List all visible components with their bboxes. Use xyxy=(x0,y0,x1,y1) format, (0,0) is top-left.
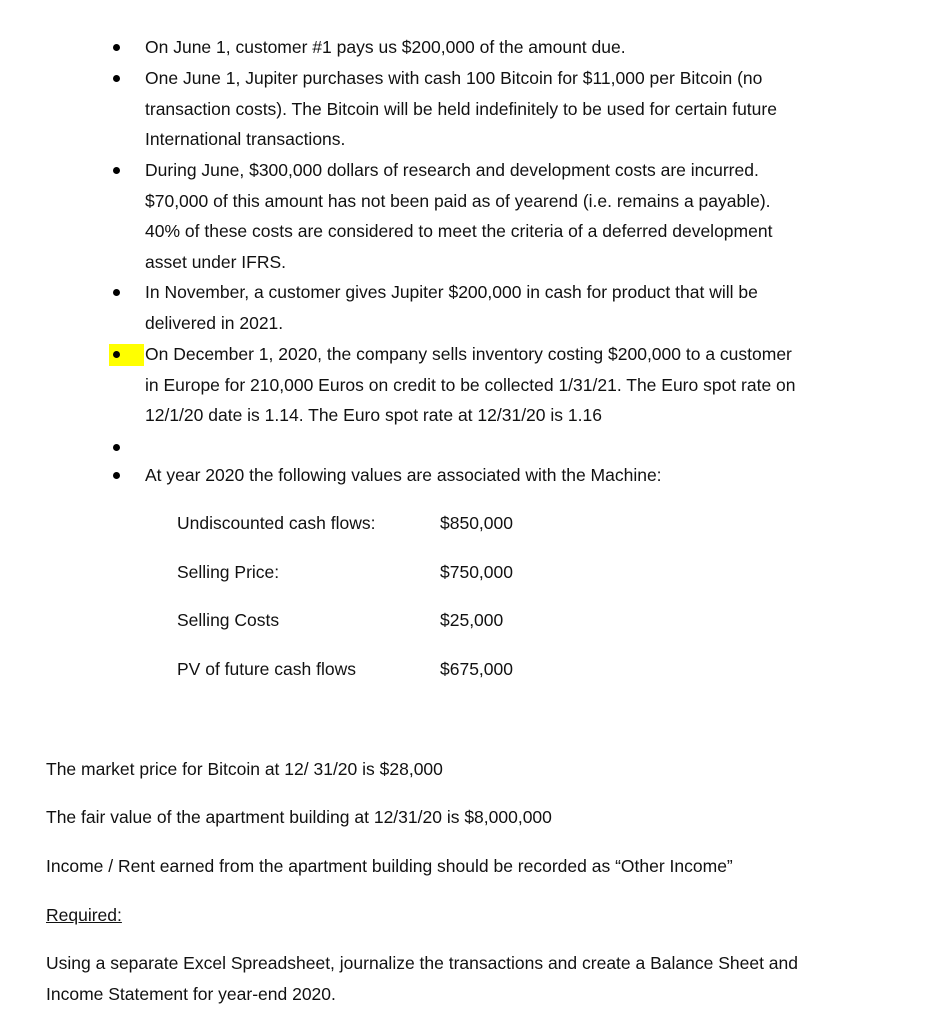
instruction-line: Income Statement for year-end 2020. xyxy=(46,983,336,1004)
required-heading: Required: xyxy=(46,905,122,925)
bullet-line: in Europe for 210,000 Euros on credit to be collected 1/31/21. The Euro spot rate on xyxy=(145,374,796,395)
row-label: Undiscounted cash flows: xyxy=(177,513,376,533)
bullet-line: International transactions. xyxy=(145,129,346,150)
bullet-text xyxy=(145,63,915,155)
bullet-text xyxy=(145,460,915,491)
bullet-dot-icon xyxy=(113,472,120,479)
bullet-dot-icon xyxy=(113,75,120,82)
bullet-line: 12/1/20 date is 1.14. The Euro spot rate at 12/31/20 is 1.16 xyxy=(145,405,602,426)
bullet-line: 40% of these costs are considered to meet the criteria of a deferred development xyxy=(145,221,773,242)
instruction-line: Using a separate Excel Spreadsheet, journalize the transactions and create a Balance Sheet and xyxy=(46,953,799,973)
row-label: Selling Price: xyxy=(177,562,280,582)
row-value: $675,000 xyxy=(440,659,513,679)
bullet-text xyxy=(145,155,915,278)
table-row xyxy=(0,513,931,543)
row-label: PV of future cash flows xyxy=(177,659,356,679)
bullet-line: On June 1, customer #1 pays us $200,000 of the amount due. xyxy=(145,37,626,57)
table-row xyxy=(0,610,931,640)
bullet-text xyxy=(145,277,915,338)
row-value: $750,000 xyxy=(440,562,513,582)
required-instructions xyxy=(46,948,916,1009)
bullet-dot-icon xyxy=(113,444,120,451)
bullet-text xyxy=(145,32,915,63)
bullet-text xyxy=(145,339,915,431)
bullet-line: asset under IFRS. xyxy=(145,252,287,273)
bullet-line: One June 1, Jupiter purchases with cash 100 Bitcoin for $11,000 per Bitcoin (no xyxy=(145,68,763,88)
table-row xyxy=(0,659,931,689)
bullet-dot-icon xyxy=(113,167,120,174)
bullet-dot-icon xyxy=(113,44,120,51)
bullet-line: delivered in 2021. xyxy=(145,312,284,333)
bullet-line: On December 1, 2020, the company sells inventory costing $200,000 to a customer xyxy=(145,344,792,364)
row-value: $25,000 xyxy=(440,610,504,630)
bullet-dot-icon xyxy=(113,351,120,358)
table-row xyxy=(0,562,931,592)
bullet-line: In November, a customer gives Jupiter $200,000 in cash for product that will be xyxy=(145,282,758,302)
bullet-line: During June, $300,000 dollars of research and development costs are incurred. xyxy=(145,160,759,180)
rent-income-note: Income / Rent earned from the apartment building should be recorded as “Other Income” xyxy=(46,856,733,876)
bitcoin-price-note: The market price for Bitcoin at 12/ 31/20 is $28,000 xyxy=(46,759,443,779)
bullet-dot-icon xyxy=(113,289,120,296)
row-value: $850,000 xyxy=(440,513,513,533)
apartment-value-note: The fair value of the apartment building at 12/31/20 is $8,000,000 xyxy=(46,807,552,827)
bullet-line: At year 2020 the following values are associated with the Machine: xyxy=(145,465,662,485)
row-label: Selling Costs xyxy=(177,610,280,630)
bullet-line: $70,000 of this amount has not been paid as of yearend (i.e. remains a payable). xyxy=(145,190,771,211)
bullet-line: transaction costs). The Bitcoin will be held indefinitely to be used for certain future xyxy=(145,98,777,119)
